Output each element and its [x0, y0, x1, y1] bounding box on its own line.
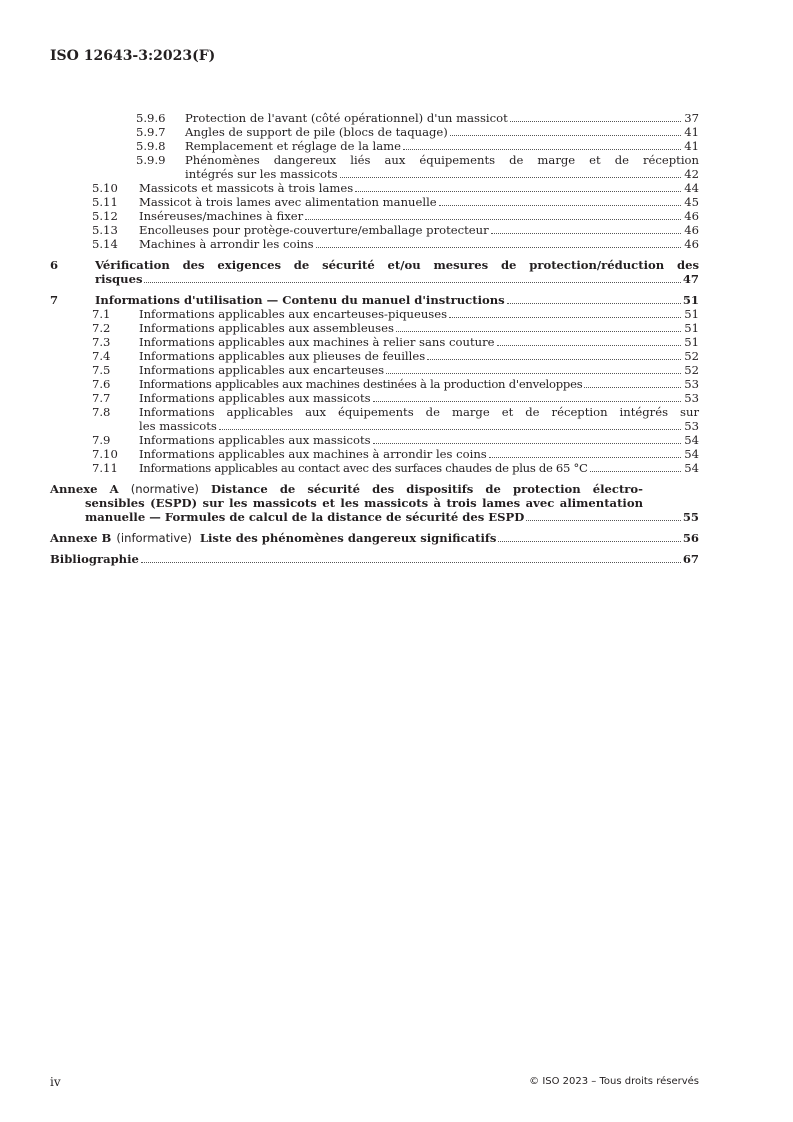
annex-title-line-3: manuelle — Formules de calcul de la distance de sécurité des ESPD [85, 510, 525, 524]
toc-title-line-2: les massicots [139, 419, 217, 433]
toc-title: Informations applicables aux encarteuses [139, 363, 385, 377]
toc-page: 44 [684, 181, 699, 195]
toc-title: Inséreuses/machines à fixer [139, 209, 304, 223]
toc-number: 6 [50, 258, 59, 272]
toc-title: Machines à arrondir les coins [139, 237, 314, 251]
leader-dots [141, 562, 681, 563]
toc-page: 54 [684, 447, 699, 461]
toc-entry-5-9-7[interactable] [50, 125, 699, 139]
toc-page: 51 [682, 293, 699, 307]
toc-title: Massicots et massicots à trois lames [139, 181, 354, 195]
toc-entry-7-3[interactable] [50, 335, 699, 349]
leader-dots [355, 191, 681, 192]
toc-page: 37 [684, 111, 699, 125]
toc-number: 7.6 [92, 377, 111, 391]
toc-entry-5-9-8[interactable] [50, 139, 699, 153]
toc-title: Informations applicables aux massicots [139, 433, 371, 447]
toc-title-line-1: Vérification des exigences de sécurité et/ou mesures de protection/réduction des [95, 258, 699, 272]
leader-dots [305, 219, 681, 220]
toc-entry-5-9-6[interactable] [50, 111, 699, 125]
toc-page: 41 [684, 125, 699, 139]
toc-number: 7.7 [92, 391, 111, 405]
toc-page: 46 [684, 209, 699, 223]
toc-page: 47 [682, 272, 699, 286]
annex-type: (informative) [116, 531, 192, 545]
toc-number: 5.14 [92, 237, 118, 251]
toc-number: 5.11 [92, 195, 118, 209]
toc-entry-5-9-9[interactable] [50, 153, 699, 181]
toc-number: 5.9.6 [136, 111, 166, 125]
annex-a-line-1 [50, 482, 643, 496]
toc-title-line-2: intégrés sur les massicots [185, 167, 338, 181]
toc-number: 7.2 [92, 321, 111, 335]
leader-dots [386, 373, 681, 374]
toc-entry-5-13[interactable] [50, 223, 699, 237]
annex-label: Annexe A [50, 482, 119, 496]
toc-title-line-2: risques [95, 272, 143, 286]
leader-dots [219, 429, 681, 430]
toc-page: 53 [684, 391, 699, 405]
annex-title-line-2: sensibles (ESPD) sur les massicots et les massicots à trois lames avec alimentation [85, 496, 643, 510]
leader-dots [396, 331, 681, 332]
leader-dots [427, 359, 681, 360]
leader-dots [373, 443, 681, 444]
toc-number: 7.11 [92, 461, 118, 475]
leader-dots [489, 457, 681, 458]
toc-page: 54 [684, 461, 699, 475]
toc-title-line-1: Phénomènes dangereux liés aux équipements de marge et de réception [185, 153, 699, 167]
leader-dots [373, 401, 681, 402]
toc-number: 5.9.9 [136, 153, 166, 167]
leader-dots [526, 520, 681, 521]
leader-dots [491, 233, 681, 234]
toc-entry-7-2[interactable] [50, 321, 699, 335]
toc-entry-5-11[interactable] [50, 195, 699, 209]
leader-dots [403, 149, 681, 150]
toc-page: 51 [684, 335, 699, 349]
leader-dots [439, 205, 681, 206]
leader-dots [449, 317, 681, 318]
toc-entry-7-1[interactable] [50, 307, 699, 321]
toc-entry-7-7[interactable] [50, 391, 699, 405]
toc-entry-7-9[interactable] [50, 433, 699, 447]
toc-entry-annex-b[interactable] [50, 531, 699, 545]
leader-dots [510, 121, 681, 122]
table-of-contents [50, 111, 699, 566]
toc-page: 55 [682, 510, 699, 524]
toc-entry-7-4[interactable] [50, 349, 699, 363]
toc-number: 7 [50, 293, 59, 307]
toc-page: 53 [684, 377, 699, 391]
page-number: iv [50, 1075, 61, 1089]
toc-number: 7.4 [92, 349, 111, 363]
copyright-notice: © ISO 2023 – Tous droits réservés [529, 1076, 699, 1087]
leader-dots [507, 303, 681, 304]
toc-number: 7.5 [92, 363, 111, 377]
toc-page: 52 [684, 363, 699, 377]
annex-title: Liste des phénomènes dangereux significatifs [199, 531, 497, 545]
toc-title: Massicot à trois lames avec alimentation manuelle [139, 195, 437, 209]
annex-title-line-1: Distance de sécurité des dispositifs de protection électro- [211, 482, 643, 496]
toc-page: 53 [684, 419, 699, 433]
toc-page: 67 [682, 552, 699, 566]
toc-title: Informations applicables aux machines à relier sans couture [139, 335, 495, 349]
toc-page: 42 [684, 167, 699, 181]
toc-number: 5.9.8 [136, 139, 166, 153]
toc-title: Angles de support de pile (blocs de taquage) [185, 125, 448, 139]
toc-entry-6[interactable] [50, 258, 699, 286]
toc-entry-7-8[interactable] [50, 405, 699, 433]
toc-number: 7.1 [92, 307, 111, 321]
toc-number: 5.12 [92, 209, 118, 223]
toc-title: Informations applicables au contact avec des surfaces chaudes de plus de 65 °C [139, 461, 588, 475]
leader-dots [590, 471, 681, 472]
annex-label: Annexe B [50, 531, 112, 545]
toc-title: Informations applicables aux plieuses de feuilles [139, 349, 426, 363]
toc-number: 5.9.7 [136, 125, 166, 139]
toc-title: Informations applicables aux massicots [139, 391, 371, 405]
toc-title: Informations applicables aux machines à arrondir les coins [139, 447, 487, 461]
toc-page: 45 [684, 195, 699, 209]
toc-number: 5.10 [92, 181, 118, 195]
toc-number: 7.8 [92, 405, 111, 419]
toc-title: Informations applicables aux assembleuses [139, 321, 394, 335]
toc-page: 46 [684, 223, 699, 237]
toc-number: 7.3 [92, 335, 111, 349]
bibliography-title: Bibliographie [50, 552, 139, 566]
toc-title: Remplacement et réglage de la lame [185, 139, 402, 153]
toc-entry-annex-a[interactable] [50, 482, 699, 524]
toc-entry-bibliography[interactable] [50, 552, 699, 566]
toc-page: 46 [684, 237, 699, 251]
annex-type: (normative) [130, 482, 199, 496]
toc-page: 41 [684, 139, 699, 153]
leader-dots [340, 177, 681, 178]
toc-page: 52 [684, 349, 699, 363]
document-id: ISO 12643-3:2023(F) [50, 48, 216, 64]
toc-entry-7-10[interactable] [50, 447, 699, 461]
toc-page: 51 [684, 307, 699, 321]
toc-title: Informations applicables aux encarteuses-piqueuses [139, 307, 448, 321]
toc-page: 54 [684, 433, 699, 447]
toc-number: 7.10 [92, 447, 118, 461]
leader-dots [584, 387, 681, 388]
toc-number: 7.9 [92, 433, 111, 447]
toc-entry-7-11[interactable] [50, 461, 699, 475]
toc-entry-5-12[interactable] [50, 209, 699, 223]
toc-entry-5-14[interactable] [50, 237, 699, 251]
toc-title-line-1: Informations applicables aux équipements de marge et de réception intégrés sur [139, 405, 699, 419]
toc-entry-7-5[interactable] [50, 363, 699, 377]
toc-page: 56 [682, 531, 699, 545]
toc-title: Protection de l'avant (côté opérationnel) d'un massicot [185, 111, 508, 125]
toc-page: 51 [684, 321, 699, 335]
leader-dots [316, 247, 681, 248]
leader-dots [497, 345, 682, 346]
leader-dots [450, 135, 681, 136]
toc-title: Encolleuses pour protège-couverture/emballage protecteur [139, 223, 489, 237]
toc-entry-7-6[interactable] [50, 377, 699, 391]
toc-number: 5.13 [92, 223, 118, 237]
toc-entry-7[interactable] [50, 293, 699, 307]
toc-title: Informations applicables aux machines destinées à la production d'enveloppes [139, 377, 583, 391]
leader-dots [144, 282, 680, 283]
toc-entry-5-10[interactable] [50, 181, 699, 195]
toc-title: Informations d'utilisation — Contenu du manuel d'instructions [95, 293, 505, 307]
leader-dots [498, 541, 680, 542]
